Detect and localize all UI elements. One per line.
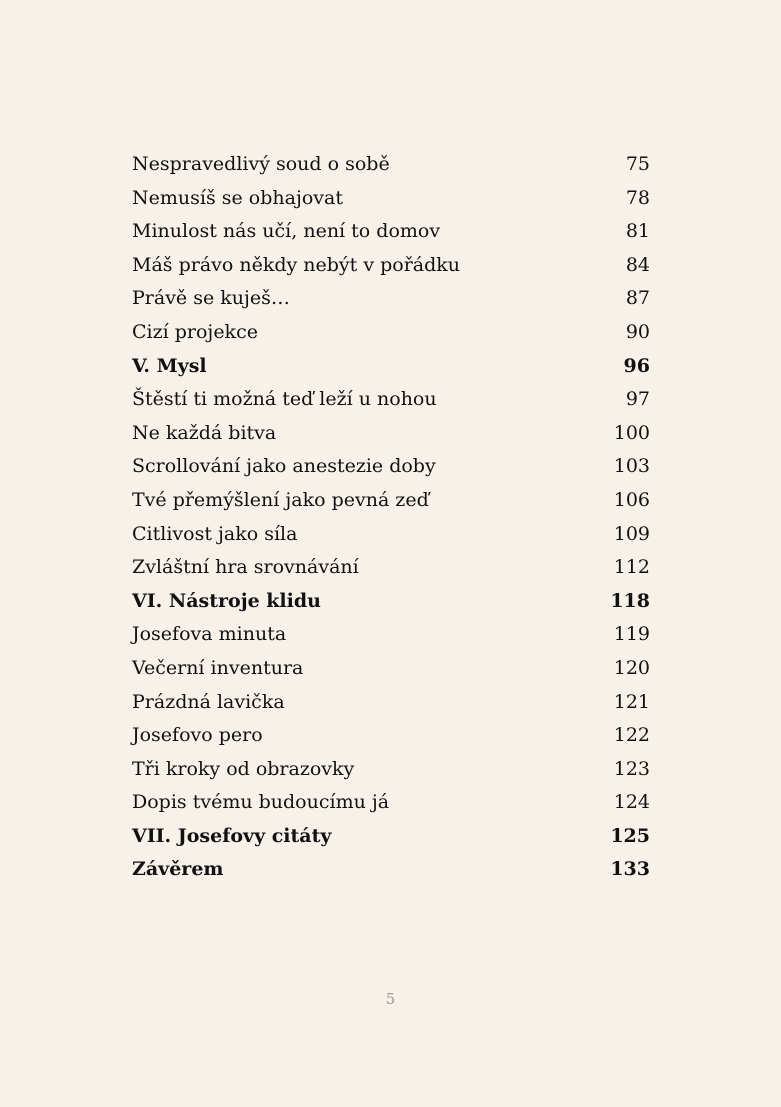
toc-entry [132, 249, 650, 283]
toc-entry-page: 75 [625, 153, 650, 175]
toc-entry-title: Citlivost jako síla [132, 522, 298, 545]
toc-entry-page: 106 [613, 488, 650, 511]
toc-entry [132, 484, 650, 518]
page-number: 5 [385, 990, 396, 1008]
toc-entry-page: 122 [613, 724, 650, 747]
toc-entry [132, 786, 650, 820]
toc-entry-page: 100 [613, 421, 650, 444]
toc-section-heading [132, 853, 650, 887]
toc-entry-title: Ne každá bitva [132, 421, 277, 444]
toc-entry [132, 182, 650, 216]
toc-entry-page: 133 [610, 858, 650, 881]
toc-entry-title: Minulost nás učí, není to domov [132, 220, 441, 243]
toc-entry-title: Nespravedlivý soud o sobě [132, 153, 390, 175]
toc-entry-page: 121 [613, 690, 650, 713]
toc-entry [132, 215, 650, 249]
toc-entry-page: 109 [613, 522, 650, 545]
toc-entry-title: Zvláštní hra srovnávání [132, 556, 359, 579]
toc-entry-page: 103 [613, 455, 650, 478]
toc-entry [132, 450, 650, 484]
toc-entry-page: 87 [625, 287, 650, 310]
toc-section-heading [132, 820, 650, 854]
toc-entry-page: 90 [625, 320, 650, 343]
toc-entry-page: 84 [625, 253, 650, 276]
toc-entry-title: Josefovo pero [132, 724, 263, 747]
toc-entry [132, 719, 650, 753]
toc-entry [132, 618, 650, 652]
toc-entry [132, 551, 650, 585]
toc-entry-page: 124 [613, 791, 650, 814]
toc-entry-page: 118 [610, 589, 650, 612]
table-of-contents [132, 148, 650, 887]
toc-entry [132, 282, 650, 316]
toc-entry-page: 119 [613, 623, 650, 646]
toc-entry-title: VII. Josefovy citáty [132, 824, 332, 847]
toc-section-heading [132, 350, 650, 384]
toc-entry-title: V. Mysl [132, 354, 207, 377]
toc-entry-title: VI. Nástroje klidu [132, 589, 321, 612]
toc-entry [132, 417, 650, 451]
toc-entry [132, 686, 650, 720]
toc-entry-title: Dopis tvému budoucímu já [132, 791, 390, 814]
toc-entry-title: Tvé přemýšlení jako pevná zeď [132, 488, 429, 511]
toc-entry-title: Tři kroky od obrazovky [132, 757, 355, 780]
toc-entry-page: 97 [625, 388, 650, 411]
toc-entry-title: Večerní inventura [132, 656, 304, 679]
toc-entry-page: 96 [623, 354, 650, 377]
toc-section-heading [132, 585, 650, 619]
toc-entry-title: Štěstí ti možná teď leží u nohou [132, 388, 437, 411]
toc-entry [132, 652, 650, 686]
toc-entry-page: 78 [625, 186, 650, 209]
toc-entry-page: 120 [613, 656, 650, 679]
toc-entry [132, 148, 650, 182]
toc-entry-page: 125 [610, 824, 650, 847]
toc-entry [132, 383, 650, 417]
toc-entry-page: 112 [613, 556, 650, 579]
toc-entry [132, 518, 650, 552]
toc-entry-title: Závěrem [132, 858, 224, 881]
toc-entry-title: Cizí projekce [132, 320, 258, 343]
toc-entry-title: Josefova minuta [132, 623, 287, 646]
toc-entry-page: 81 [625, 220, 650, 243]
toc-entry [132, 753, 650, 787]
toc-entry-title: Právě se kuješ… [132, 287, 290, 310]
toc-entry-page: 123 [613, 757, 650, 780]
toc-entry-title: Máš právo někdy nebýt v pořádku [132, 253, 461, 276]
toc-entry-title: Nemusíš se obhajovat [132, 186, 343, 209]
toc-entry [132, 316, 650, 350]
toc-entry-title: Scrollování jako anestezie doby [132, 455, 436, 478]
toc-entry-title: Prázdná lavička [132, 690, 285, 713]
